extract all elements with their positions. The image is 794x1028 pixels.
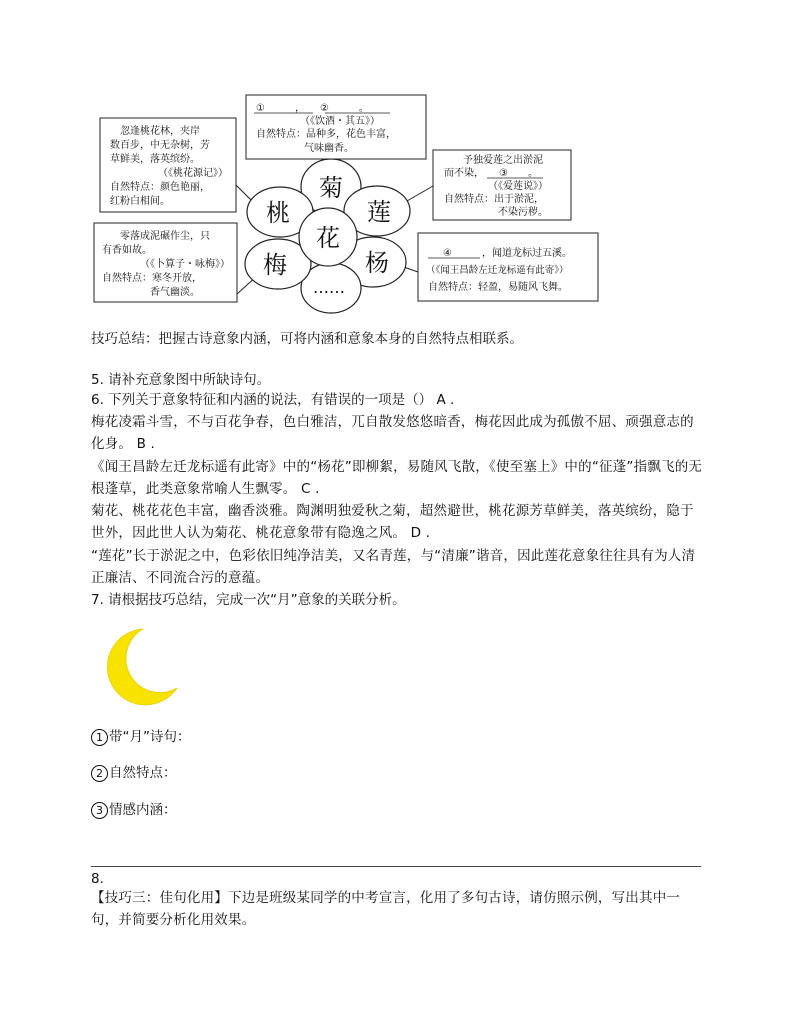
item-1-label: 带“月”诗句：	[109, 729, 191, 745]
box-lian-line: 予独爱莲之出淤泥	[463, 155, 543, 166]
box-yang-line: ④ ，闻道龙标过五溪。	[443, 248, 572, 259]
option-b: 《闻王昌龄左迁龙标遥有此寄》中的“杨花”即柳絮，易随风飞散，《使至塞上》中的“征蓬”指飘飞的无根蓬草，此类意象常喻人生飘零。 C .	[91, 459, 703, 497]
item-2	[91, 762, 703, 784]
imagery-diagram	[0, 0, 794, 320]
box-mei-line: 有香如故。	[102, 245, 152, 256]
circled-number: 1	[91, 729, 108, 746]
box-ju-line: 自然特点：品种多，花色丰富，	[256, 129, 396, 140]
petal-more-label: ……	[313, 278, 345, 297]
box-mei-line: 自然特点：寒冬开放，	[102, 273, 202, 284]
box-mei-line: 香气幽淡。	[150, 287, 200, 298]
question-5: 5. 请补充意象图中所缺诗句。	[91, 372, 271, 388]
petal-tao-label: 桃	[266, 199, 290, 227]
question-8-number: 8.	[91, 871, 104, 887]
item-3-label: 情感内涵：	[109, 802, 177, 818]
tip-summary: 技巧总结：把握古诗意象内涵，可将内涵和意象本身的自然特点相联系。	[91, 331, 523, 347]
box-ju-line: 气味幽香。	[304, 143, 354, 154]
box-mei-line: （《卜算子・咏梅》）	[140, 259, 230, 270]
box-tao-line: （《桃花源记》）	[158, 168, 228, 179]
box-yang-line: 自然特点：轻盈，易随风飞舞。	[428, 282, 568, 293]
item-3	[91, 799, 703, 821]
box-tao-line: 自然特点：颜色艳丽，	[110, 182, 210, 193]
divider	[91, 866, 701, 867]
box-lian-line: 不染污秽。	[498, 207, 548, 218]
item-2-label: 自然特点：	[109, 765, 177, 781]
box-lian-line: 而不染， ③ 。	[444, 168, 538, 179]
moon-icon	[95, 626, 185, 706]
box-lian-line: 自然特点：出于淤泥，	[444, 194, 544, 205]
option-c: 菊花、桃花花色丰富，幽香淡雅。陶渊明独爱秋之菊，超然避世，桃花源芳草鲜美，落英缤纷，隐于世外，因此世人认为菊花、桃花意象带有隐逸之风。 D .	[91, 503, 694, 541]
option-d: “莲花”长于淤泥之中，色彩依旧纯净洁美，又名青莲，与“清廉”谐音，因此莲花意象往往具有为人清正廉洁、不同流合污的意蕴。	[91, 548, 696, 586]
petal-lian-label: 莲	[367, 198, 391, 226]
box-tao-line: 忽逢桃花林，夹岸	[120, 126, 200, 137]
question-7: 7. 请根据技巧总结，完成一次“月”意象的关联分析。	[91, 592, 406, 608]
question-6: 6. 下列关于意象特征和内涵的说法，有错误的一项是（） A .	[91, 392, 455, 408]
circled-number: 2	[91, 765, 108, 782]
option-a: 梅花凌霜斗雪，不与百花争春，色白雅洁，兀自散发悠悠暗香，梅花因此成为孤傲不屈、顽强意志的化身。 B .	[91, 414, 694, 452]
box-ju-line: ① ， ② 。	[256, 103, 369, 114]
box-ju-line: （《饮酒・其五》）	[300, 116, 380, 127]
box-yang-line: （《闻王昌龄左迁龙标遥有此寄》）	[426, 265, 569, 276]
box-tao-line: 草鲜美，落英缤纷。	[110, 154, 200, 165]
center-label: 花	[316, 224, 340, 252]
box-tao-line: 红粉白相间。	[110, 196, 170, 207]
box-tao-line: 数百步，中无杂树，芳	[110, 140, 210, 151]
petal-yang-label: 杨	[365, 249, 389, 277]
petal-ju-label: 菊	[319, 174, 343, 202]
petal-mei-label: 梅	[263, 251, 287, 279]
box-lian-line: （《爱莲说》）	[488, 181, 548, 192]
question-8: 【技巧三：佳句化用】下边是班级某同学的中考宣言，化用了多句古诗，请仿照示例，写出其中一句，并简要分析化用效果。	[91, 890, 681, 928]
item-1	[91, 726, 703, 748]
circled-number: 3	[91, 802, 108, 819]
box-mei-line: 零落成泥碾作尘，只	[120, 231, 210, 242]
